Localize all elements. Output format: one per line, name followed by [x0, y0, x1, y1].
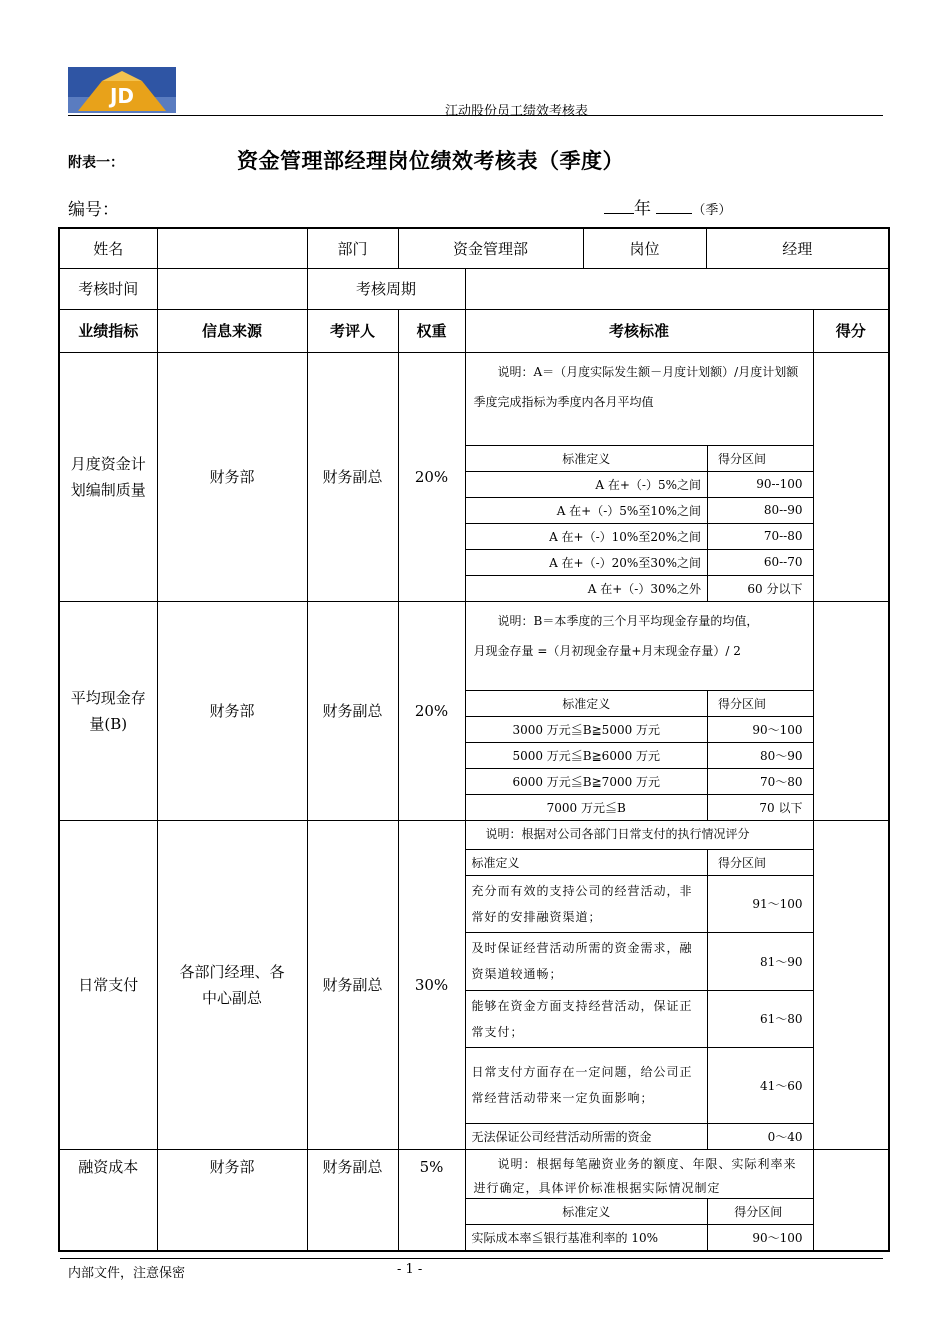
name-value[interactable]	[157, 228, 307, 268]
dept-label: 部门	[307, 228, 398, 268]
page-number: - 1 -	[397, 1262, 423, 1277]
indicator-row	[59, 1149, 889, 1251]
indicator-rater: 财务副总	[307, 1149, 398, 1251]
indicator-source: 财务部	[157, 1149, 307, 1251]
standard-table	[466, 1198, 813, 1250]
standard-range: 91～100	[708, 875, 813, 932]
standard-def: 实际成本率≦银行基准利率的 10%	[466, 1224, 708, 1250]
indicator-source: 财务部	[157, 352, 307, 601]
standard-row	[466, 497, 813, 523]
standard-row	[466, 742, 813, 768]
season-label: （季）	[692, 203, 732, 218]
standard-def: 3000 万元≦B≧5000 万元	[466, 716, 708, 742]
indicator-row	[59, 820, 889, 1149]
post-value: 经理	[706, 228, 889, 268]
standard-def: A 在+（-）5%至10%之间	[466, 497, 708, 523]
standard-row	[466, 523, 813, 549]
year-blank[interactable]	[604, 199, 634, 214]
col-rater: 考评人	[307, 309, 398, 352]
standard-table	[466, 445, 813, 601]
standard-row	[466, 875, 813, 932]
standard-head-range: 得分区间	[708, 445, 813, 471]
standard-head-def: 标准定义	[466, 690, 708, 716]
indicator-weight: 20%	[398, 352, 465, 601]
standard-range: 41～60	[708, 1047, 813, 1123]
standard-range: 90～100	[708, 716, 813, 742]
description-text: 说明：根据对公司各部门日常支付的执行情况评分	[485, 826, 750, 841]
standard-def: 5000 万元≦B≧6000 万元	[466, 742, 708, 768]
col-indicator: 业绩指标	[59, 309, 157, 352]
number-label: 编号：	[68, 200, 119, 220]
standard-head-range: 得分区间	[708, 1198, 813, 1224]
standard-table	[466, 690, 813, 820]
time-label: 考核时间	[59, 268, 157, 309]
standard-head	[466, 849, 813, 875]
standard-def: 6000 万元≦B≧7000 万元	[466, 768, 708, 794]
indicator-name: 日常支付	[59, 820, 157, 1149]
standard-def: 能够在资金方面支持经营活动，保证正常支付；	[466, 990, 708, 1047]
score-cell[interactable]	[813, 1149, 889, 1251]
appendix-label: 附表一：	[68, 155, 124, 171]
svg-text:JD: JD	[109, 84, 135, 108]
standard-head-range: 得分区间	[708, 849, 813, 875]
standard-head	[466, 1198, 813, 1224]
indicator-row	[59, 601, 889, 820]
score-cell[interactable]	[813, 601, 889, 820]
document-title: 资金管理部经理岗位绩效考核表（季度）	[237, 148, 624, 173]
standard-def: 及时保证经营活动所需的资金需求，融资渠道较通畅；	[466, 932, 708, 990]
col-weight: 权重	[398, 309, 465, 352]
standard-description	[466, 1150, 813, 1198]
indicator-standard	[465, 601, 813, 820]
season-blank[interactable]	[656, 199, 692, 214]
footer-note: 内部文件，注意保密	[68, 1266, 186, 1281]
score-cell[interactable]	[813, 352, 889, 601]
standard-head-def: 标准定义	[466, 445, 708, 471]
description-text: 说明：B＝本季度的三个月平均现金存量的均值，	[497, 613, 759, 628]
description-text: 月现金存量 =（月初现金存量+月末现金存量）/ 2	[473, 643, 741, 658]
col-score: 得分	[813, 309, 889, 352]
standard-head-range: 得分区间	[708, 690, 813, 716]
standard-row	[466, 768, 813, 794]
indicator-source: 各部门经理、各中心副总	[157, 820, 307, 1149]
standard-row	[466, 1047, 813, 1123]
standard-def: 无法保证公司经营活动所需的资金	[466, 1123, 708, 1149]
indicator-weight: 30%	[398, 820, 465, 1149]
year-season-field	[604, 194, 731, 219]
indicator-name: 月度资金计划编制质量	[59, 352, 157, 601]
standard-def: 充分而有效的支持公司的经营活动，非常好的安排融资渠道；	[466, 875, 708, 932]
standard-def: 7000 万元≦B	[466, 794, 708, 820]
standard-range: 81～90	[708, 932, 813, 990]
standard-range: 80--90	[708, 497, 813, 523]
standard-description	[466, 353, 835, 445]
standard-range: 70～80	[708, 768, 813, 794]
standard-description	[466, 821, 813, 849]
description-text: 说明：根据每笔融资业务的额度、年限、实际利率来进行确定，具体评价标准根据实际情况制定	[473, 1156, 797, 1195]
standard-head-def: 标准定义	[466, 1198, 708, 1224]
indicator-row	[59, 352, 889, 601]
standard-range: 0～40	[708, 1123, 813, 1149]
standard-def: A 在+（-）30%之外	[466, 575, 708, 601]
standard-def: 日常支付方面存在一定问题，给公司正常经营活动带来一定负面影响；	[466, 1047, 708, 1123]
standard-def: A 在+（-）10%至20%之间	[466, 523, 708, 549]
score-cell[interactable]	[813, 820, 889, 1149]
col-source: 信息来源	[157, 309, 307, 352]
standard-range: 70 以下	[708, 794, 813, 820]
standard-row	[466, 1224, 813, 1250]
time-value[interactable]	[157, 268, 307, 309]
col-standard: 考核标准	[465, 309, 813, 352]
column-header-row	[59, 309, 889, 352]
name-label: 姓名	[59, 228, 157, 268]
period-value[interactable]	[465, 268, 889, 309]
indicator-standard	[465, 820, 813, 1149]
indicator-weight: 20%	[398, 601, 465, 820]
dept-value: 资金管理部	[398, 228, 583, 268]
indicator-standard	[465, 1149, 813, 1251]
description-text: 说明：A＝（月度实际发生额－月度计划额）/月度计划额 季度完成指标为季度内各月平均值	[473, 364, 835, 409]
indicator-rater: 财务副总	[307, 820, 398, 1149]
year-label: 年	[634, 199, 651, 219]
standard-row	[466, 1123, 813, 1149]
standard-head	[466, 445, 813, 471]
indicator-weight: 5%	[398, 1149, 465, 1251]
assessment-table	[58, 227, 890, 1252]
indicator-name: 平均现金存量(B)	[59, 601, 157, 820]
indicator-rater: 财务副总	[307, 352, 398, 601]
standard-range: 70--80	[708, 523, 813, 549]
standard-def: A 在+（-）5%之间	[466, 471, 708, 497]
standard-row	[466, 549, 813, 575]
header-rule	[68, 115, 883, 116]
post-label: 岗位	[583, 228, 706, 268]
indicator-standard	[465, 352, 835, 601]
info-row-1	[59, 228, 889, 268]
standard-head-def: 标准定义	[466, 849, 708, 875]
standard-description	[466, 602, 813, 690]
standard-row	[466, 794, 813, 820]
standard-row	[466, 716, 813, 742]
period-label: 考核周期	[307, 268, 465, 309]
header-company-title: 江动股份员工绩效考核表	[445, 104, 589, 119]
standard-table	[466, 849, 813, 1149]
standard-def: A 在+（-）20%至30%之间	[466, 549, 708, 575]
standard-row	[466, 471, 813, 497]
standard-range: 60 分以下	[708, 575, 813, 601]
standard-head	[466, 690, 813, 716]
indicator-name: 融资成本	[59, 1149, 157, 1251]
indicator-rater: 财务副总	[307, 601, 398, 820]
info-row-2	[59, 268, 889, 309]
standard-range: 80～90	[708, 742, 813, 768]
standard-range: 61～80	[708, 990, 813, 1047]
standard-range: 60--70	[708, 549, 813, 575]
standard-range: 90--100	[708, 471, 813, 497]
footer-rule	[60, 1258, 883, 1259]
company-logo	[68, 67, 176, 113]
indicator-source: 财务部	[157, 601, 307, 820]
standard-row	[466, 990, 813, 1047]
standard-row	[466, 932, 813, 990]
standard-range: 90～100	[708, 1224, 813, 1250]
standard-row	[466, 575, 813, 601]
